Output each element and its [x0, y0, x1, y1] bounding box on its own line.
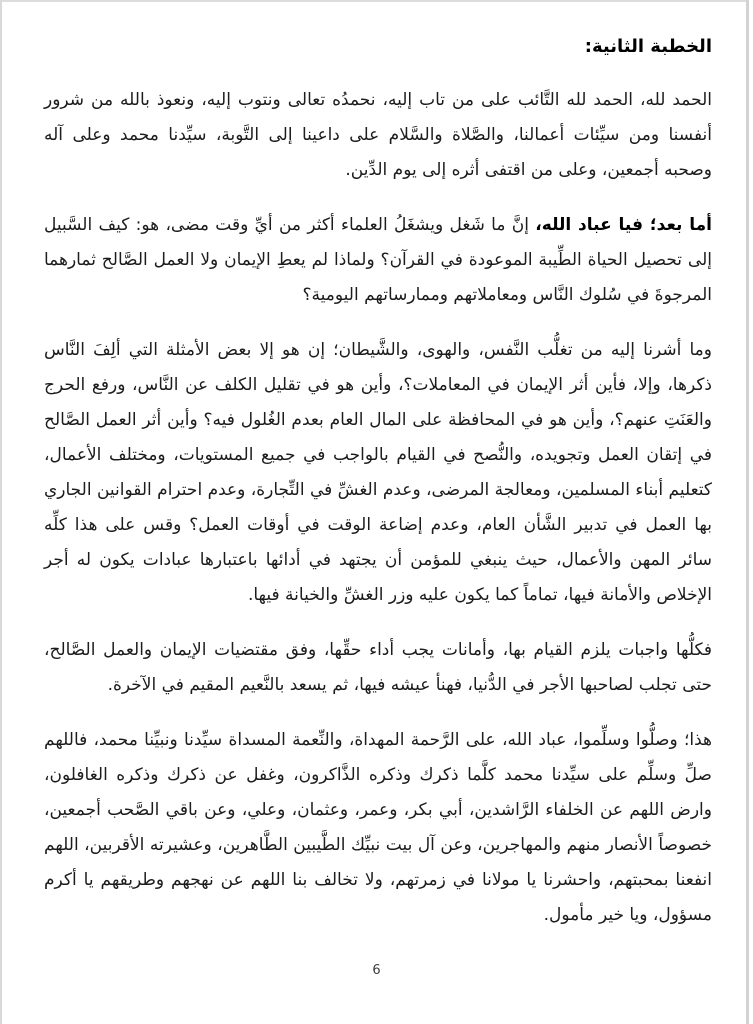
paragraph-lead-rest: إنَّ ما شَغل ويشغَلُ العلماء أكثر من أيِّ وقت مضى، هو: كيف السَّبيل إلى تحصيل الحياة الطِّيبة الموعودة في القرآن؟ ولماذا لم يعطِ الإيمان ولا العمل الصَّالح ثمارهما المرجوةَ في سُلوك النَّاس ومعاملاتهم وممارساتهم اليومية؟ [44, 215, 712, 306]
section-heading: الخطبة الثانية: [584, 36, 712, 57]
paragraph-amma-baad [44, 208, 712, 313]
paragraph-salawat: هذا؛ وصلُّوا وسلِّموا، عباد الله، على الرَّحمة المهداة، والنِّعمة المسداة سيِّدنا ونبيِّنا محمد، فاللهم صلِّ وسلِّم على سيِّدنا محمد كلَّما ذكرك وذكره الذَّاكرون، وغفل عن ذكرك وذكره الغافلون، وارض اللهم عن الخلفاء الرَّاشدين، أبي بكر، وعمر، وعثمان، وعلي، وعن باقي الصَّحب أجمعين، خصوصاً الأنصار منهم والمهاجرين، وعن آل بيت نبيِّك الطَّيبين الطَّاهرين، وعشيرته الأقربين، اللهم انفعنا بمحبتهم، واحشرنا يا مولانا في زمرتهم، ولا تخالف بنا اللهم عن نهجهم وطريقهم يا أكرم مسؤول، ويا خير مأمول. [44, 730, 712, 926]
paragraph-examples: وما أشرنا إليه من تغلُّب النَّفس، والهوى، والشَّيطان؛ إن هو إلا بعض الأمثلة التي ألِفَ النَّاس ذكرها، وإلا، فأين أثر الإيمان في المعاملات؟، وأين هو في تقليل الكلف عن النَّاس، ورفع الحرج والعَنَتِ عنهم؟، وأين هو في المحافظة على المال العام بعدم الغُلول فيه؟ وأين أثر العمل الصَّالح في إتقان العمل وتجويده، والنُّصح في القيام بالواجب في جميع المستويات، ومختلف الأعمال، كتعليم أبناء المسلمين، ومعالجة المرضى، وعدم الغشِّ في التِّجارة، وعدم احترام القوانين الجاري بها العمل في تدبير الشَّأن العام، وعدم إضاعة الوقت في أوقات العمل؟ وقس على هذا كلِّه سائر المهن والأعمال، حيث ينبغي للمؤمن أن يجتهد في أدائها باعتبارها عبادات يكون له أجر الإخلاص والأمانة فيها، تماماً كما يكون عليه وزر الغشِّ والخيانة فيها. [43, 340, 712, 606]
page-edge-left [0, 0, 2, 1024]
page-edge-right [746, 0, 749, 1024]
paragraph-hamd: الحمد لله، الحمد لله التَّائب على من تاب إليه، نحمدُه تعالى ونتوب إليه، ونعوذ بالله من شرور أنفسنا ومن سيِّئات أعمالنا، والصَّلاة والسَّلام على داعينا إلى التَّوبة، سيِّدنا محمد وعلى آله وصحبه أجمعين، وعلى من اقتفى أثره إلى يوم الدِّين. [44, 90, 712, 181]
page-content [44, 34, 712, 953]
page-edge-top [0, 0, 749, 2]
paragraph-duties: فكلُّها واجبات يلزم القيام بها، وأمانات يجب أداء حقِّها، وفق مقتضيات الإيمان والعمل الصَّالح، حتى تجلب لصاحبها الأجر في الدُّنيا، فهنأ عيشه فيها، ثم يسعد بالنَّعيم المقيم في الآخرة. [44, 640, 712, 696]
paragraph-lead-bold: أما بعد؛ فيا عباد الله، [535, 215, 712, 236]
page-number: 6 [372, 963, 381, 978]
